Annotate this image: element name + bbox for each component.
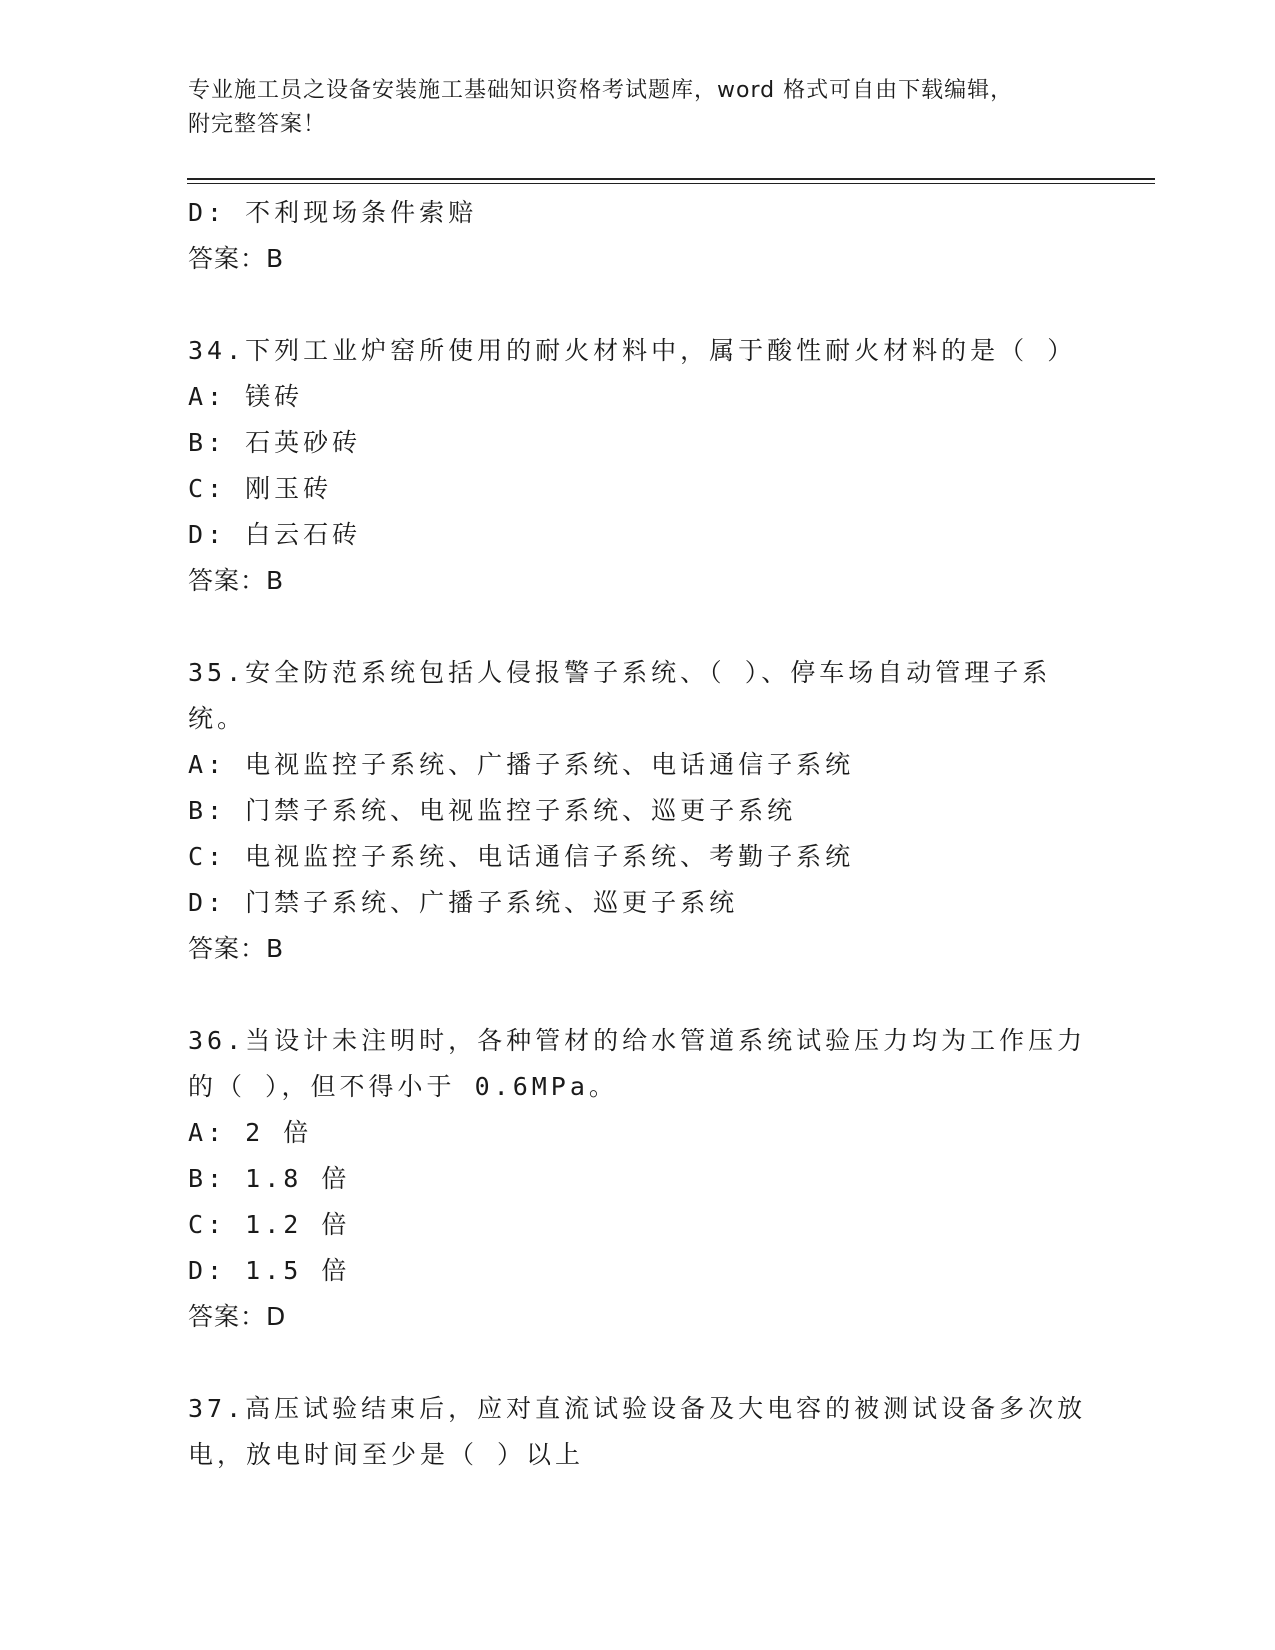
question-34 xyxy=(188,328,1088,604)
header-line-2: 附完整答案！ xyxy=(188,112,327,137)
header-rule-thick xyxy=(187,178,1155,180)
answer: 答案：B xyxy=(188,566,285,595)
header-line-1: 专业施工员之设备安装施工基础知识资格考试题库，word 格式可自由下载编辑， xyxy=(188,78,1014,103)
option-d: D: 门禁子系统、广播子系统、巡更子系统 xyxy=(188,888,739,917)
page-header xyxy=(188,74,1088,142)
stem-line: 36.当设计未注明时，各种管材的给水管道系统试验压力均为工作压力 xyxy=(188,1026,1087,1055)
question-content xyxy=(188,190,1088,1478)
option-c: C: 1.2 倍 xyxy=(188,1210,351,1239)
stem-line: 统。 xyxy=(188,704,247,733)
question-35 xyxy=(188,650,1088,972)
stem-line: 37.高压试验结束后，应对直流试验设备及大电容的被测试设备多次放 xyxy=(188,1394,1087,1423)
question-37 xyxy=(188,1386,1088,1478)
stem-line: 的（ ），但不得小于 0.6MPa。 xyxy=(188,1072,618,1101)
question-stem xyxy=(188,650,1088,742)
stem-line: 电，放电时间至少是（ ）以上 xyxy=(188,1440,585,1469)
question-stem xyxy=(188,1018,1088,1110)
option-b: B: 石英砂砖 xyxy=(188,428,362,457)
question-stem xyxy=(188,1386,1088,1478)
answer: 答案：B xyxy=(188,934,285,963)
stem-line: 35.安全防范系统包括人侵报警子系统、（ ）、停车场自动管理子系 xyxy=(188,658,1052,687)
option-a: A: 镁砖 xyxy=(188,382,304,411)
option-c: C: 电视监控子系统、电话通信子系统、考勤子系统 xyxy=(188,842,855,871)
option-a: A: 2 倍 xyxy=(188,1118,313,1147)
answer: 答案：D xyxy=(188,1302,287,1331)
question-36 xyxy=(188,1018,1088,1340)
option-a: A: 电视监控子系统、广播子系统、电话通信子系统 xyxy=(188,750,855,779)
header-rule-thin xyxy=(187,183,1155,184)
prev-option-d: D: 不利现场条件索赔 xyxy=(188,198,478,227)
stem-line: 34.下列工业炉窑所使用的耐火材料中，属于酸性耐火材料的是（ ） xyxy=(188,336,1077,365)
prev-answer: 答案：B xyxy=(188,244,285,273)
option-d: D: 白云石砖 xyxy=(188,520,362,549)
option-b: B: 1.8 倍 xyxy=(188,1164,351,1193)
option-b: B: 门禁子系统、电视监控子系统、巡更子系统 xyxy=(188,796,797,825)
question-stem xyxy=(188,328,1088,374)
option-c: C: 刚玉砖 xyxy=(188,474,333,503)
option-d: D: 1.5 倍 xyxy=(188,1256,351,1285)
